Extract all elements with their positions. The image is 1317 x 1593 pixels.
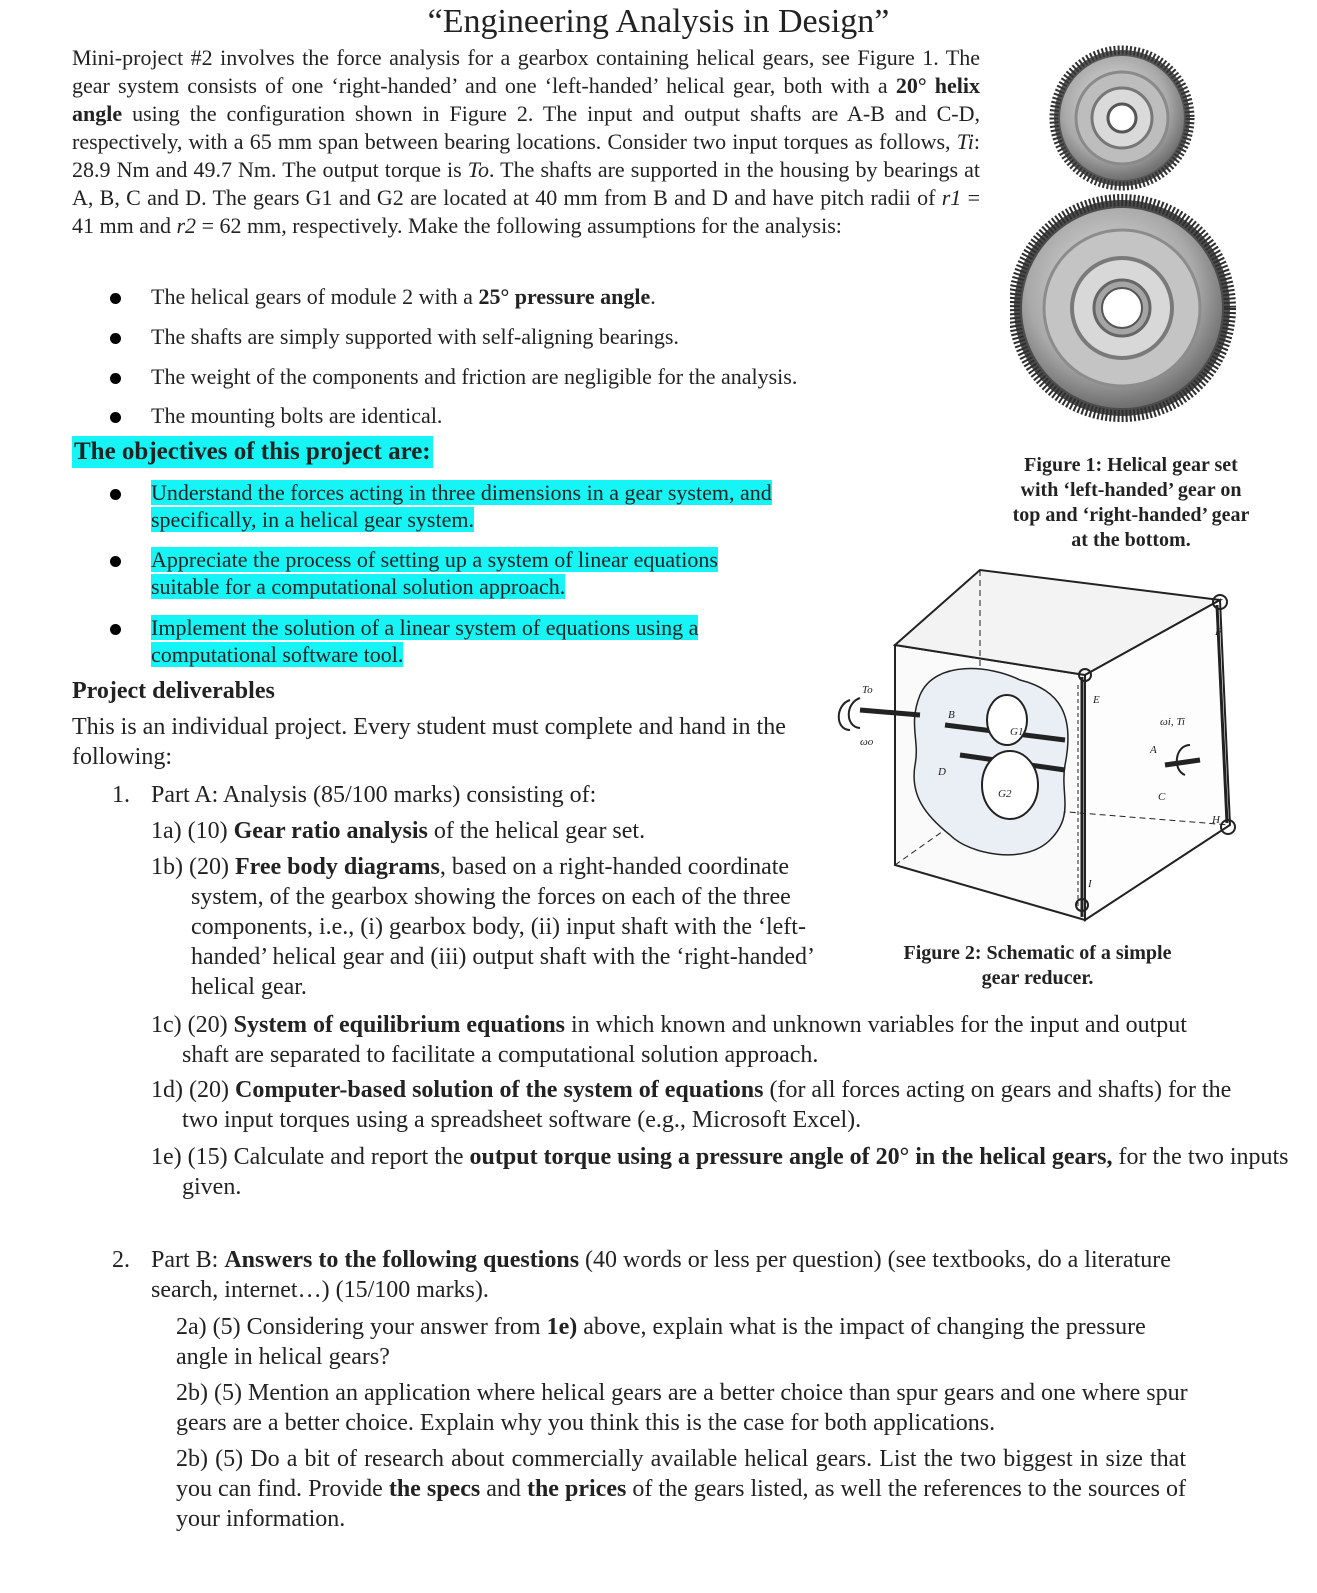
bullet-dot [110, 412, 121, 423]
label-h: H [1212, 814, 1220, 826]
intro-paragraph: Mini-project #2 involves the force analysis for a gearbox containing helical gears, see Figure 1. The gear system consists of one ‘right-handed’ and one ‘left-handed’ helical gear, both with a 20° helix angle using the configuration shown in Figure 2. The input and output shafts are A-B and C-D, respectively, with a 65 mm span between bearing locations. Consider two input torques as follows, Ti: 28.9 Nm and 49.7 Nm. The output torque is To. The shafts are supported in the housing by bearings at A, B, C and D. The gears G1 and G2 are located at 40 mm from B and D and have pitch radii of r1 = 41 mm and r2 = 62 mm, respectively. Make the following assumptions for the analysis: [72, 45, 980, 238]
label-wo: ωo [860, 736, 874, 748]
objectives-heading: The objectives of this project are: [72, 436, 433, 468]
label-f: F [1215, 626, 1222, 638]
figure-2-gear-reducer [820, 565, 1260, 935]
item-2c: 2b) (5) Do a bit of research about commercially available helical gears. List the two biggest in size that you can find. Provide the specs and the prices of the gears listed, as well the references to the sources of your information. [176, 1446, 1186, 1532]
part-b-title: Part B: Answers to the following questions (40 words or less per question) (see textbooks, do a literature search, internet…) (15/100 marks). [151, 1247, 1171, 1303]
right-handed-gear [1014, 200, 1230, 416]
assumption-item: The helical gears of module 2 with a 25° pressure angle. [151, 284, 656, 309]
left-handed-gear [1054, 50, 1190, 186]
item-2a: 2a) (5) Considering your answer from 1e) above, explain what is the impact of changing the pressure angle in helical gears? [176, 1314, 1146, 1370]
label-i: I [1088, 878, 1092, 890]
label-to: To [862, 684, 873, 696]
item-2b: 2b) (5) Mention an application where helical gears are a better choice than spur gears and one where spur gears are a better choice. Explain why you think this is the case for both applications. [176, 1380, 1188, 1436]
label-g1: G1 [1010, 726, 1024, 738]
bullet-dot [110, 373, 121, 384]
item-1b: 1b) (20) Free body diagrams, based on a right-handed coordinate system, of the gearbox showing the forces on each of the three components, i.e., (i) gearbox body, (ii) input shaft with the ‘left-handed’ helical gear and (iii) output shaft with the ‘right-handed’ helical gear. [151, 854, 814, 1000]
bullet-dot [110, 293, 121, 304]
label-b: B [948, 709, 955, 721]
label-c: C [1158, 791, 1166, 803]
item-1a: 1a) (10) Gear ratio analysis of the helical gear set. [151, 818, 646, 844]
figure-1-caption: Figure 1: Helical gear set with ‘left-handed’ gear on top and ‘right-handed’ gear at the bottom. [1012, 454, 1250, 551]
deliverables-heading: Project deliverables [72, 678, 275, 704]
label-a: A [1150, 744, 1157, 756]
bullet-dot [110, 489, 121, 500]
part-b-number: 2. [112, 1247, 130, 1273]
item-1d: 1d) (20) Computer-based solution of the system of equations (for all forces acting on gears and shafts) for the two input torques using a spreadsheet software (e.g., Microsoft Excel). [151, 1077, 1232, 1133]
part-a-title: Part A: Analysis (85/100 marks) consisting of: [151, 782, 597, 808]
figure-1-helical-gears [1010, 40, 1240, 450]
deliverables-intro: This is an individual project. Every student must complete and hand in the following: [72, 714, 786, 770]
bullet-dot [110, 333, 121, 344]
objective-item: Implement the solution of a linear system of equations using a computational software tool. [151, 615, 699, 667]
label-e: E [1093, 694, 1100, 706]
label-d: D [938, 766, 946, 778]
label-g2: G2 [998, 788, 1012, 800]
item-1c: 1c) (20) System of equilibrium equations in which known and unknown variables for the input and output shaft are separated to facilitate a computational solution approach. [151, 1012, 1187, 1068]
objective-item: Understand the forces acting in three dimensions in a gear system, and specifically, in a helical gear system. [151, 480, 772, 532]
assumption-item: The shafts are simply supported with self-aligning bearings. [151, 324, 679, 349]
item-1e: 1e) (15) Calculate and report the output torque using a pressure angle of 20° in the helical gears, for the two inputs given. [151, 1144, 1289, 1200]
assumption-item: The weight of the components and friction are negligible for the analysis. [151, 364, 798, 389]
label-wi-ti: ωi, Ti [1160, 716, 1185, 728]
part-a-number: 1. [112, 782, 130, 808]
bullet-dot [110, 556, 121, 567]
page-title: “Engineering Analysis in Design” [427, 3, 890, 40]
bullet-dot [110, 624, 121, 635]
assumption-item: The mounting bolts are identical. [151, 403, 443, 428]
objective-item: Appreciate the process of setting up a system of linear equations suitable for a computational solution approach. [151, 547, 718, 599]
figure-2-caption: Figure 2: Schematic of a simple gear reducer. [903, 942, 1172, 989]
